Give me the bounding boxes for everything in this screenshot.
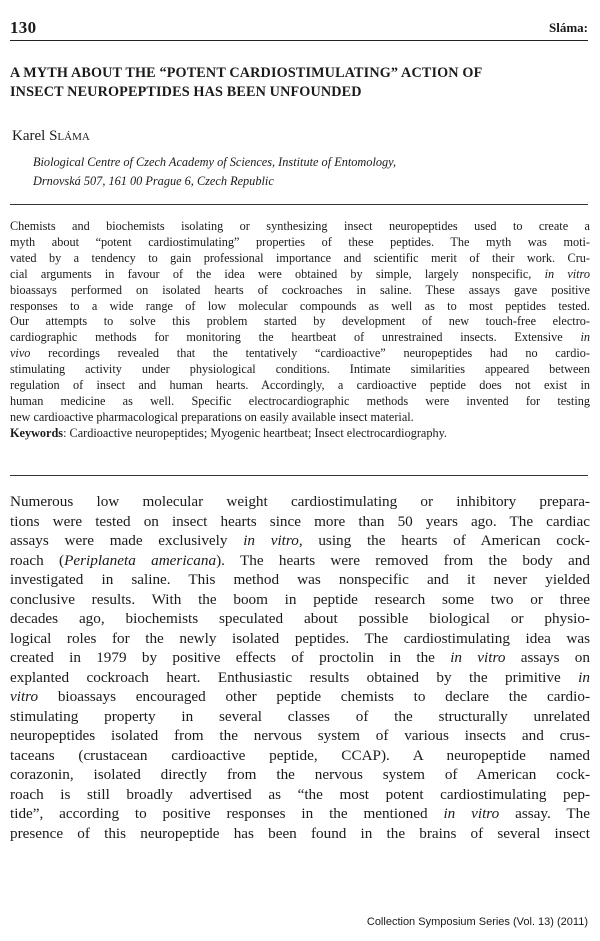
body-line: presence of this neuropeptide has been found in the brains of several insect xyxy=(10,824,590,842)
running-author: Sláma: xyxy=(549,20,588,35)
abstract-top-rule xyxy=(10,204,588,205)
body-line: conclusive results. With the boom in peptide research some two or three xyxy=(10,590,590,608)
body-italic: in xyxy=(578,668,590,686)
body-text: assays on xyxy=(505,649,590,666)
body-italic: in vitro xyxy=(450,649,506,666)
body-text: bioassays encouraged other peptide chemists to declare the cardio- xyxy=(38,688,590,705)
abstract-line: regulation of insect and human hearts. Accordingly, a cardioactive peptide does not exist in xyxy=(10,378,590,393)
body-italic: vitro xyxy=(10,688,39,705)
body-line: investigated in saline. This method was nonspecific and it never yielded xyxy=(10,571,590,588)
body-line xyxy=(10,687,590,707)
body-line: neuropeptides isolated from the nervous system of various insects and crus- xyxy=(10,727,590,744)
abstract-line xyxy=(10,330,590,346)
abstract-text: cial arguments in favour of the idea were obtained by simple, largely nonspecific, xyxy=(10,266,532,281)
body-line: Numerous low molecular weight cardiostimulating or inhibitory prepara- xyxy=(10,493,590,510)
vivo-italic: vivo xyxy=(10,346,31,361)
abstract-line: human medicine as well. Specific electrocardiographic methods were invented for testing xyxy=(10,393,590,408)
in-italic: in xyxy=(580,330,591,345)
body-text: explanted cockroach heart. Enthusiastic results obtained by the primitive xyxy=(10,668,579,686)
author-affiliation xyxy=(33,153,573,191)
author-first-name: Karel xyxy=(12,128,46,144)
body-line: logical roles for the newly isolated peptides. The cardiostimulating idea was xyxy=(10,629,590,647)
author-last-name: Sláma xyxy=(49,128,90,144)
body-text: roach ( xyxy=(10,551,65,569)
body-line: roach is still broadly advertised as “the most potent cardiostimulating pep- xyxy=(10,785,590,803)
title-line: INSECT NEUROPEPTIDES HAS BEEN UNFOUNDED xyxy=(10,84,362,100)
body-italic: in vitro xyxy=(243,532,299,549)
keywords-text: : Cardioactive neuropeptides; Myogenic heartbeat; Insect electrocardiography. xyxy=(63,425,447,440)
abstract-line: Our attempts to solve this problem started by development of new touch-free electro- xyxy=(10,314,590,329)
abstract-text: cardiographic methods for monitoring the heartbeat of unrestrained insects. Extensive xyxy=(10,330,563,345)
body-paragraph xyxy=(10,492,590,843)
in-vitro-italic: in vitro xyxy=(544,266,590,281)
keywords-label: Keywords xyxy=(10,425,64,440)
abstract-text: recordings revealed that the tentatively “cardioactive” neuropeptides had no cardio- xyxy=(48,346,590,361)
author-name xyxy=(12,128,90,145)
body-text: created in 1979 by positive effects of proctolin in the xyxy=(10,649,451,666)
abstract-line: Chemists and biochemists isolating or synthesizing insect neuropeptides used to create a xyxy=(10,219,590,233)
abstract-line: myth about “potent cardiostimulating” properties of these peptides. The myth was moti- xyxy=(10,234,590,249)
body-text: assays were made exclusively xyxy=(10,532,244,549)
body-line: decades ago, biochemists speculated about possible biological or physio- xyxy=(10,610,590,627)
header-rule xyxy=(10,40,588,41)
abstract xyxy=(10,219,590,442)
abstract-line: vated by a tendency to gain professional importance and scientific merit of their work. Cru- xyxy=(10,250,590,265)
body-line: taceans (crustacean cardioactive peptide, CCAP). A neuropeptide named xyxy=(10,746,590,764)
abstract-line: responses to a wide range of low molecular compounds as well as to most peptides tested. xyxy=(10,298,590,313)
body-italic: in vitro xyxy=(443,805,500,822)
abstract-line: new cardioactive pharmacological preparations on easily available insect material. xyxy=(10,409,414,424)
body-line xyxy=(10,804,590,824)
body-line: stimulating property in several classes of the structurally unrelated xyxy=(10,707,590,725)
abstract-line: stimulating activity under physiological conditions. Intimate similarities appeared between xyxy=(10,362,590,377)
article-title xyxy=(10,64,590,102)
abstract-line xyxy=(10,267,590,283)
body-line: corazonin, isolated directly from the nervous system of American cock- xyxy=(10,766,590,783)
body-line: tions were tested on insect hearts since more than 50 years ago. The cardiac xyxy=(10,512,590,530)
title-line: A MYTH ABOUT THE “POTENT CARDIOSTIMULATING” ACTION OF xyxy=(10,65,483,81)
body-line xyxy=(10,551,590,571)
keywords-line xyxy=(10,426,590,442)
running-head xyxy=(10,18,588,38)
abstract-bottom-rule xyxy=(10,475,588,476)
page-footer: Collection Symposium Series (Vol. 13) (2011) xyxy=(366,916,588,928)
page-number: 130 xyxy=(10,18,37,37)
body-line xyxy=(10,531,590,551)
affiliation-line: Drnovská 507, 161 00 Prague 6, Czech Republic xyxy=(33,174,274,188)
body-text: ). The hearts were removed from the body and xyxy=(216,551,590,569)
affiliation-line: Biological Centre of Czech Academy of Sciences, Institute of Entomology, xyxy=(33,155,397,169)
body-line xyxy=(10,668,590,688)
body-line xyxy=(10,648,590,668)
body-text: tide”, according to positive responses in the mentioned xyxy=(10,805,444,822)
species-name-italic: Periplaneta americana xyxy=(64,551,217,569)
abstract-line xyxy=(10,346,590,362)
body-text: , using the hearts of American cock- xyxy=(298,532,590,549)
body-text: assay. The xyxy=(499,805,591,822)
abstract-line: bioassays performed on isolated hearts of cockroaches in saline. These assays gave positive xyxy=(10,282,590,297)
